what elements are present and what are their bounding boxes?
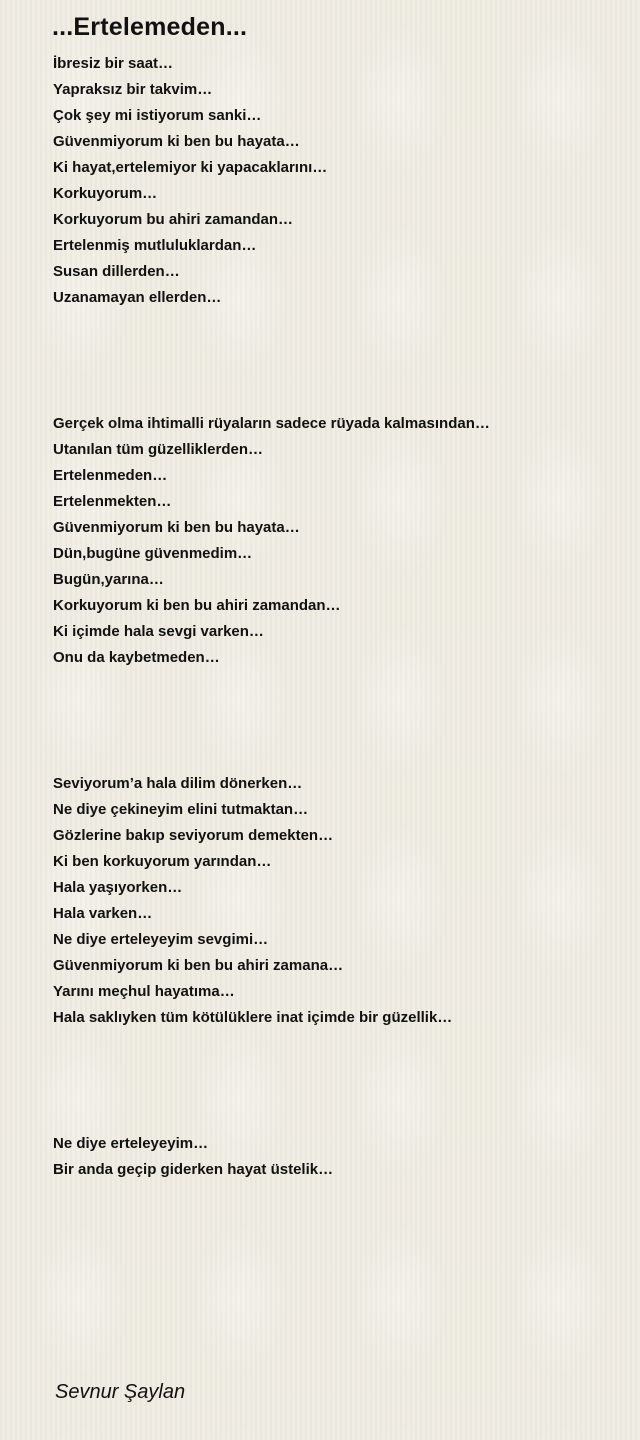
poem-line: Ne diye çekineyim elini tutmaktan… <box>53 801 309 818</box>
poem-line: Gözlerine bakıp seviyorum demekten… <box>53 827 334 844</box>
poem-line: Korkuyorum ki ben bu ahiri zamandan… <box>53 597 341 614</box>
stanza-4 <box>53 1131 333 1183</box>
poem-line: Onu da kaybetmeden… <box>53 649 220 666</box>
stanza-3 <box>53 771 452 1031</box>
poem-line: Ertelenmeden… <box>53 467 168 484</box>
poem-line: Ki ben korkuyorum yarından… <box>53 853 272 870</box>
poem-line: Ki içimde hala sevgi varken… <box>53 623 264 640</box>
poem-line: Hala varken… <box>53 905 153 922</box>
poem-line: Ne diye erteleyeyim sevgimi… <box>53 931 269 948</box>
poem-line: Bir anda geçip giderken hayat üstelik… <box>53 1161 334 1178</box>
poem-line: Yarını meçhul hayatıma… <box>53 983 235 1000</box>
author-name: Sevnur Şaylan <box>55 1381 186 1403</box>
poem-line: Dün,bugüne güvenmedim… <box>53 545 253 562</box>
poem-line: Uzanamayan ellerden… <box>53 289 222 306</box>
poem-line: Korkuyorum bu ahiri zamandan… <box>53 211 294 228</box>
poem-line: Susan dillerden… <box>53 263 180 280</box>
poem-line: Seviyorum’a hala dilim dönerken… <box>53 775 303 792</box>
stanza-1 <box>53 51 327 311</box>
poem-title: ...Ertelemeden... <box>52 13 248 41</box>
poem-line: Hala saklıyken tüm kötülüklere inat içimde bir güzellik… <box>53 1009 453 1026</box>
poem-line: Güvenmiyorum ki ben bu hayata… <box>53 133 300 150</box>
stanza-2 <box>53 411 490 671</box>
poem-line: İbresiz bir saat… <box>53 55 174 72</box>
poem-line: Ne diye erteleyeyim… <box>53 1135 209 1152</box>
poem-line: Güvenmiyorum ki ben bu hayata… <box>53 519 300 536</box>
poem-line: Korkuyorum… <box>53 185 158 202</box>
poem-line: Gerçek olma ihtimalli rüyaların sadece rüyada kalmasından… <box>53 415 490 432</box>
poem-line: Bugün,yarına… <box>53 571 164 588</box>
poem-line: Ertelenmiş mutluluklardan… <box>53 237 257 254</box>
poem-line: Ki hayat,ertelemiyor ki yapacaklarını… <box>53 159 328 176</box>
poem-line: Ertelenmekten… <box>53 493 172 510</box>
poem-line: Çok şey mi istiyorum sanki… <box>53 107 262 124</box>
poem-line: Yapraksız bir takvim… <box>53 81 213 98</box>
poem-line: Hala yaşıyorken… <box>53 879 183 896</box>
poem-line: Güvenmiyorum ki ben bu ahiri zamana… <box>53 957 344 974</box>
poem-line: Utanılan tüm güzelliklerden… <box>53 441 264 458</box>
